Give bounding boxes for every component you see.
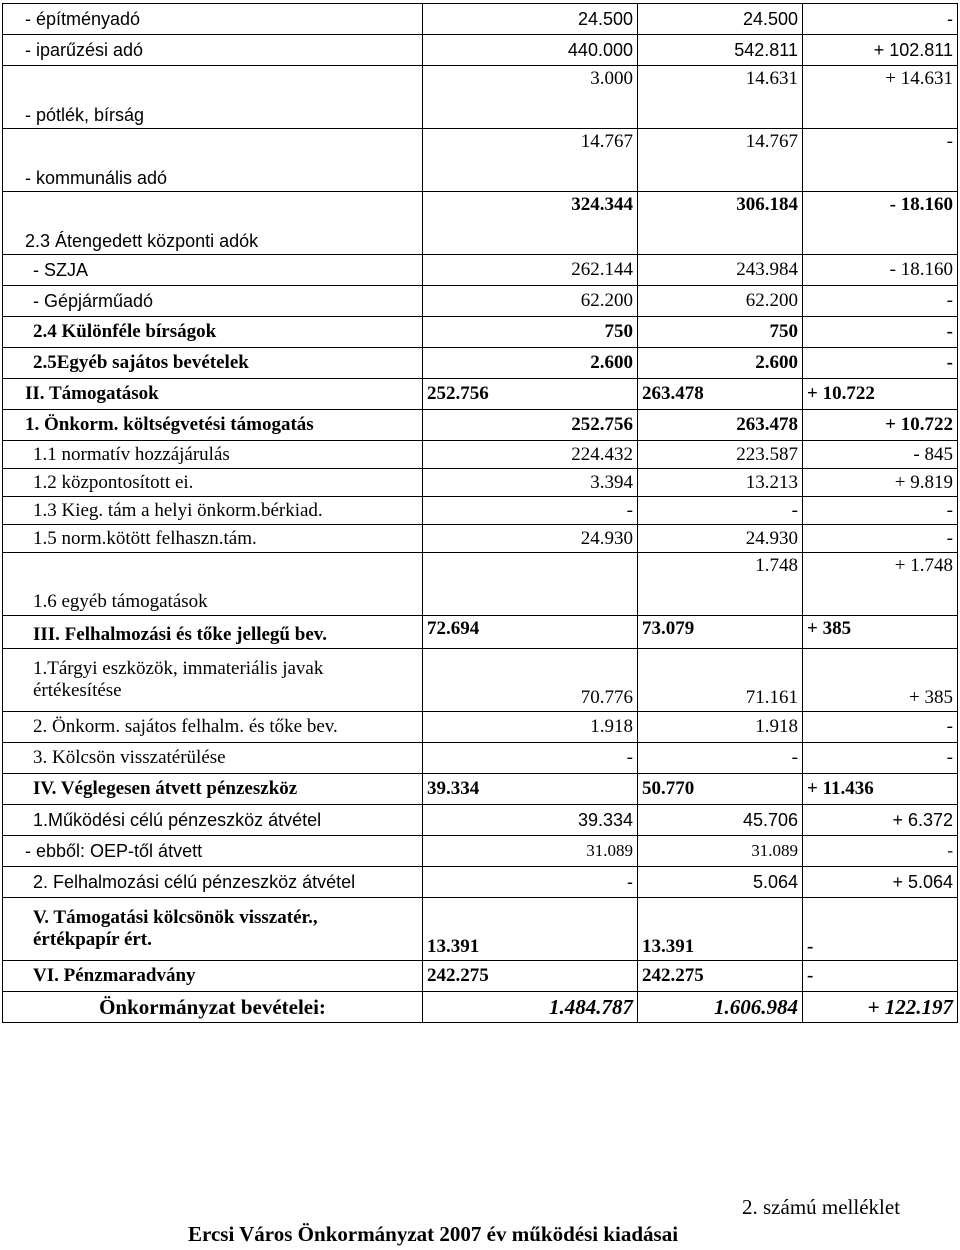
row-label: 2. Felhalmozási célú pénzeszköz átvétel bbox=[3, 867, 423, 898]
row-label: 3. Kölcsön visszatérülése bbox=[3, 743, 423, 774]
table-row-total bbox=[3, 992, 958, 1023]
cell-original-plan: 262.144 bbox=[423, 255, 638, 286]
cell-difference: + 9.819 bbox=[803, 469, 958, 497]
cell-modified-plan: 306.184 bbox=[638, 192, 803, 255]
cell-modified-plan: 223.587 bbox=[638, 441, 803, 469]
cell-original-plan: 750 bbox=[423, 317, 638, 348]
row-label: VI. Pénzmaradvány bbox=[3, 961, 423, 992]
row-label: 2.3 Átengedett központi adók bbox=[3, 192, 423, 255]
cell-difference: - bbox=[803, 898, 958, 961]
cell-original-plan: 1.484.787 bbox=[423, 992, 638, 1023]
cell-difference: + 11.436 bbox=[803, 774, 958, 805]
table-row bbox=[3, 553, 958, 616]
row-label: 2. Önkorm. sajátos felhalm. és tőke bev. bbox=[3, 712, 423, 743]
table-row bbox=[3, 836, 958, 867]
row-label: - ebből: OEP-től átvett bbox=[3, 836, 423, 867]
cell-original-plan: 70.776 bbox=[423, 649, 638, 712]
cell-difference: - bbox=[803, 961, 958, 992]
cell-original-plan: 324.344 bbox=[423, 192, 638, 255]
cell-original-plan: - bbox=[423, 743, 638, 774]
cell-modified-plan: 45.706 bbox=[638, 805, 803, 836]
cell-difference: + 122.197 bbox=[803, 992, 958, 1023]
table-row bbox=[3, 867, 958, 898]
cell-original-plan: 39.334 bbox=[423, 774, 638, 805]
cell-original-plan: 24.500 bbox=[423, 4, 638, 35]
row-label-line-1: 1.Tárgyi eszközök, immateriális javak bbox=[33, 658, 324, 679]
row-label bbox=[3, 898, 423, 961]
table-row bbox=[3, 35, 958, 66]
table-row bbox=[3, 317, 958, 348]
row-label: 1.5 norm.kötött felhaszn.tám. bbox=[3, 525, 423, 553]
cell-modified-plan: 263.478 bbox=[638, 410, 803, 441]
cell-difference: + 10.722 bbox=[803, 410, 958, 441]
row-label: - kommunális adó bbox=[3, 129, 423, 192]
cell-modified-plan: - bbox=[638, 497, 803, 525]
cell-original-plan: 2.600 bbox=[423, 348, 638, 379]
cell-original-plan: 3.394 bbox=[423, 469, 638, 497]
cell-modified-plan: 13.213 bbox=[638, 469, 803, 497]
table-row bbox=[3, 469, 958, 497]
cell-original-plan: - bbox=[423, 497, 638, 525]
cell-modified-plan: - bbox=[638, 743, 803, 774]
cell-original-plan: 440.000 bbox=[423, 35, 638, 66]
row-label: 1.3 Kieg. tám a helyi önkorm.bérkiad. bbox=[3, 497, 423, 525]
table-row bbox=[3, 192, 958, 255]
row-label-line-1: V. Támogatási kölcsönök visszatér., bbox=[33, 907, 318, 928]
row-label: 1.6 egyéb támogatások bbox=[3, 553, 423, 616]
cell-difference: + 14.631 bbox=[803, 66, 958, 129]
row-label: 1.1 normatív hozzájárulás bbox=[3, 441, 423, 469]
cell-modified-plan: 24.500 bbox=[638, 4, 803, 35]
table-row bbox=[3, 255, 958, 286]
table-row bbox=[3, 616, 958, 649]
cell-original-plan: 1.918 bbox=[423, 712, 638, 743]
row-label: 2.5Egyéb sajátos bevételek bbox=[3, 348, 423, 379]
cell-modified-plan: 13.391 bbox=[638, 898, 803, 961]
cell-difference: - bbox=[803, 317, 958, 348]
cell-difference: - bbox=[803, 348, 958, 379]
table-row bbox=[3, 129, 958, 192]
cell-modified-plan: 242.275 bbox=[638, 961, 803, 992]
cell-modified-plan: 14.631 bbox=[638, 66, 803, 129]
table-row bbox=[3, 379, 958, 410]
cell-original-plan: 242.275 bbox=[423, 961, 638, 992]
cell-difference: - bbox=[803, 836, 958, 867]
cell-difference: + 10.722 bbox=[803, 379, 958, 410]
cell-difference: - bbox=[803, 129, 958, 192]
table-row bbox=[3, 898, 958, 961]
cell-difference: + 5.064 bbox=[803, 867, 958, 898]
cell-difference: + 6.372 bbox=[803, 805, 958, 836]
cell-original-plan: 252.756 bbox=[423, 410, 638, 441]
cell-modified-plan: 50.770 bbox=[638, 774, 803, 805]
row-label-line-2: értékesítése bbox=[33, 680, 122, 701]
table-row bbox=[3, 649, 958, 712]
table-row bbox=[3, 441, 958, 469]
table-row bbox=[3, 743, 958, 774]
cell-difference: - 18.160 bbox=[803, 192, 958, 255]
table-row bbox=[3, 774, 958, 805]
cell-original-plan: 252.756 bbox=[423, 379, 638, 410]
cell-difference: - bbox=[803, 497, 958, 525]
row-label: II. Támogatások bbox=[3, 379, 423, 410]
cell-difference: + 385 bbox=[803, 649, 958, 712]
cell-modified-plan: 5.064 bbox=[638, 867, 803, 898]
cell-difference: - 845 bbox=[803, 441, 958, 469]
table-row bbox=[3, 348, 958, 379]
row-label: - SZJA bbox=[3, 255, 423, 286]
table-row bbox=[3, 712, 958, 743]
cell-difference: - bbox=[803, 286, 958, 317]
budget-revenue-table bbox=[2, 3, 958, 1023]
cell-original-plan: 13.391 bbox=[423, 898, 638, 961]
annex-label: 2. számú melléklet bbox=[742, 1195, 901, 1219]
table-row bbox=[3, 66, 958, 129]
cell-original-plan: - bbox=[423, 867, 638, 898]
cell-difference: - 18.160 bbox=[803, 255, 958, 286]
cell-modified-plan: 1.606.984 bbox=[638, 992, 803, 1023]
cell-modified-plan: 750 bbox=[638, 317, 803, 348]
cell-modified-plan: 62.200 bbox=[638, 286, 803, 317]
cell-modified-plan: 14.767 bbox=[638, 129, 803, 192]
cell-modified-plan: 24.930 bbox=[638, 525, 803, 553]
cell-difference: - bbox=[803, 525, 958, 553]
cell-original-plan: 14.767 bbox=[423, 129, 638, 192]
cell-difference: - bbox=[803, 712, 958, 743]
cell-difference: - bbox=[803, 743, 958, 774]
cell-original-plan: 39.334 bbox=[423, 805, 638, 836]
row-label: Önkormányzat bevételei: bbox=[3, 992, 423, 1023]
cell-original-plan: 31.089 bbox=[423, 836, 638, 867]
row-label: - pótlék, bírság bbox=[3, 66, 423, 129]
row-label: - iparűzési adó bbox=[3, 35, 423, 66]
cell-modified-plan: 1.748 bbox=[638, 553, 803, 616]
cell-difference: + 1.748 bbox=[803, 553, 958, 616]
row-label: IV. Véglegesen átvett pénzeszköz bbox=[3, 774, 423, 805]
cell-original-plan: 3.000 bbox=[423, 66, 638, 129]
cell-difference: + 385 bbox=[803, 616, 958, 649]
row-label bbox=[3, 649, 423, 712]
cell-original-plan: 62.200 bbox=[423, 286, 638, 317]
cell-modified-plan: 542.811 bbox=[638, 35, 803, 66]
cell-modified-plan: 263.478 bbox=[638, 379, 803, 410]
cell-modified-plan: 243.984 bbox=[638, 255, 803, 286]
cell-modified-plan: 71.161 bbox=[638, 649, 803, 712]
cell-original-plan: 24.930 bbox=[423, 525, 638, 553]
cell-modified-plan: 73.079 bbox=[638, 616, 803, 649]
table-row bbox=[3, 961, 958, 992]
cell-original-plan bbox=[423, 553, 638, 616]
cell-difference: + 102.811 bbox=[803, 35, 958, 66]
cell-original-plan: 72.694 bbox=[423, 616, 638, 649]
row-label: 2.4 Különféle bírságok bbox=[3, 317, 423, 348]
row-label: 1. Önkorm. költségvetési támogatás bbox=[3, 410, 423, 441]
table-row bbox=[3, 286, 958, 317]
table-row bbox=[3, 4, 958, 35]
cell-modified-plan: 31.089 bbox=[638, 836, 803, 867]
table-row bbox=[3, 497, 958, 525]
row-label-line-2: értékpapír ért. bbox=[33, 929, 152, 950]
table-row bbox=[3, 805, 958, 836]
row-label: 1.2 központosított ei. bbox=[3, 469, 423, 497]
row-label: III. Felhalmozási és tőke jellegű bev. bbox=[3, 616, 423, 649]
cell-modified-plan: 2.600 bbox=[638, 348, 803, 379]
row-label: - építményadó bbox=[3, 4, 423, 35]
cell-modified-plan: 1.918 bbox=[638, 712, 803, 743]
next-section-title: Ercsi Város Önkormányzat 2007 év működési kiadásai bbox=[188, 1222, 679, 1246]
row-label: - Gépjárműadó bbox=[3, 286, 423, 317]
cell-difference: - bbox=[803, 4, 958, 35]
row-label: 1.Működési célú pénzeszköz átvétel bbox=[3, 805, 423, 836]
table-row bbox=[3, 525, 958, 553]
cell-original-plan: 224.432 bbox=[423, 441, 638, 469]
table-row bbox=[3, 410, 958, 441]
